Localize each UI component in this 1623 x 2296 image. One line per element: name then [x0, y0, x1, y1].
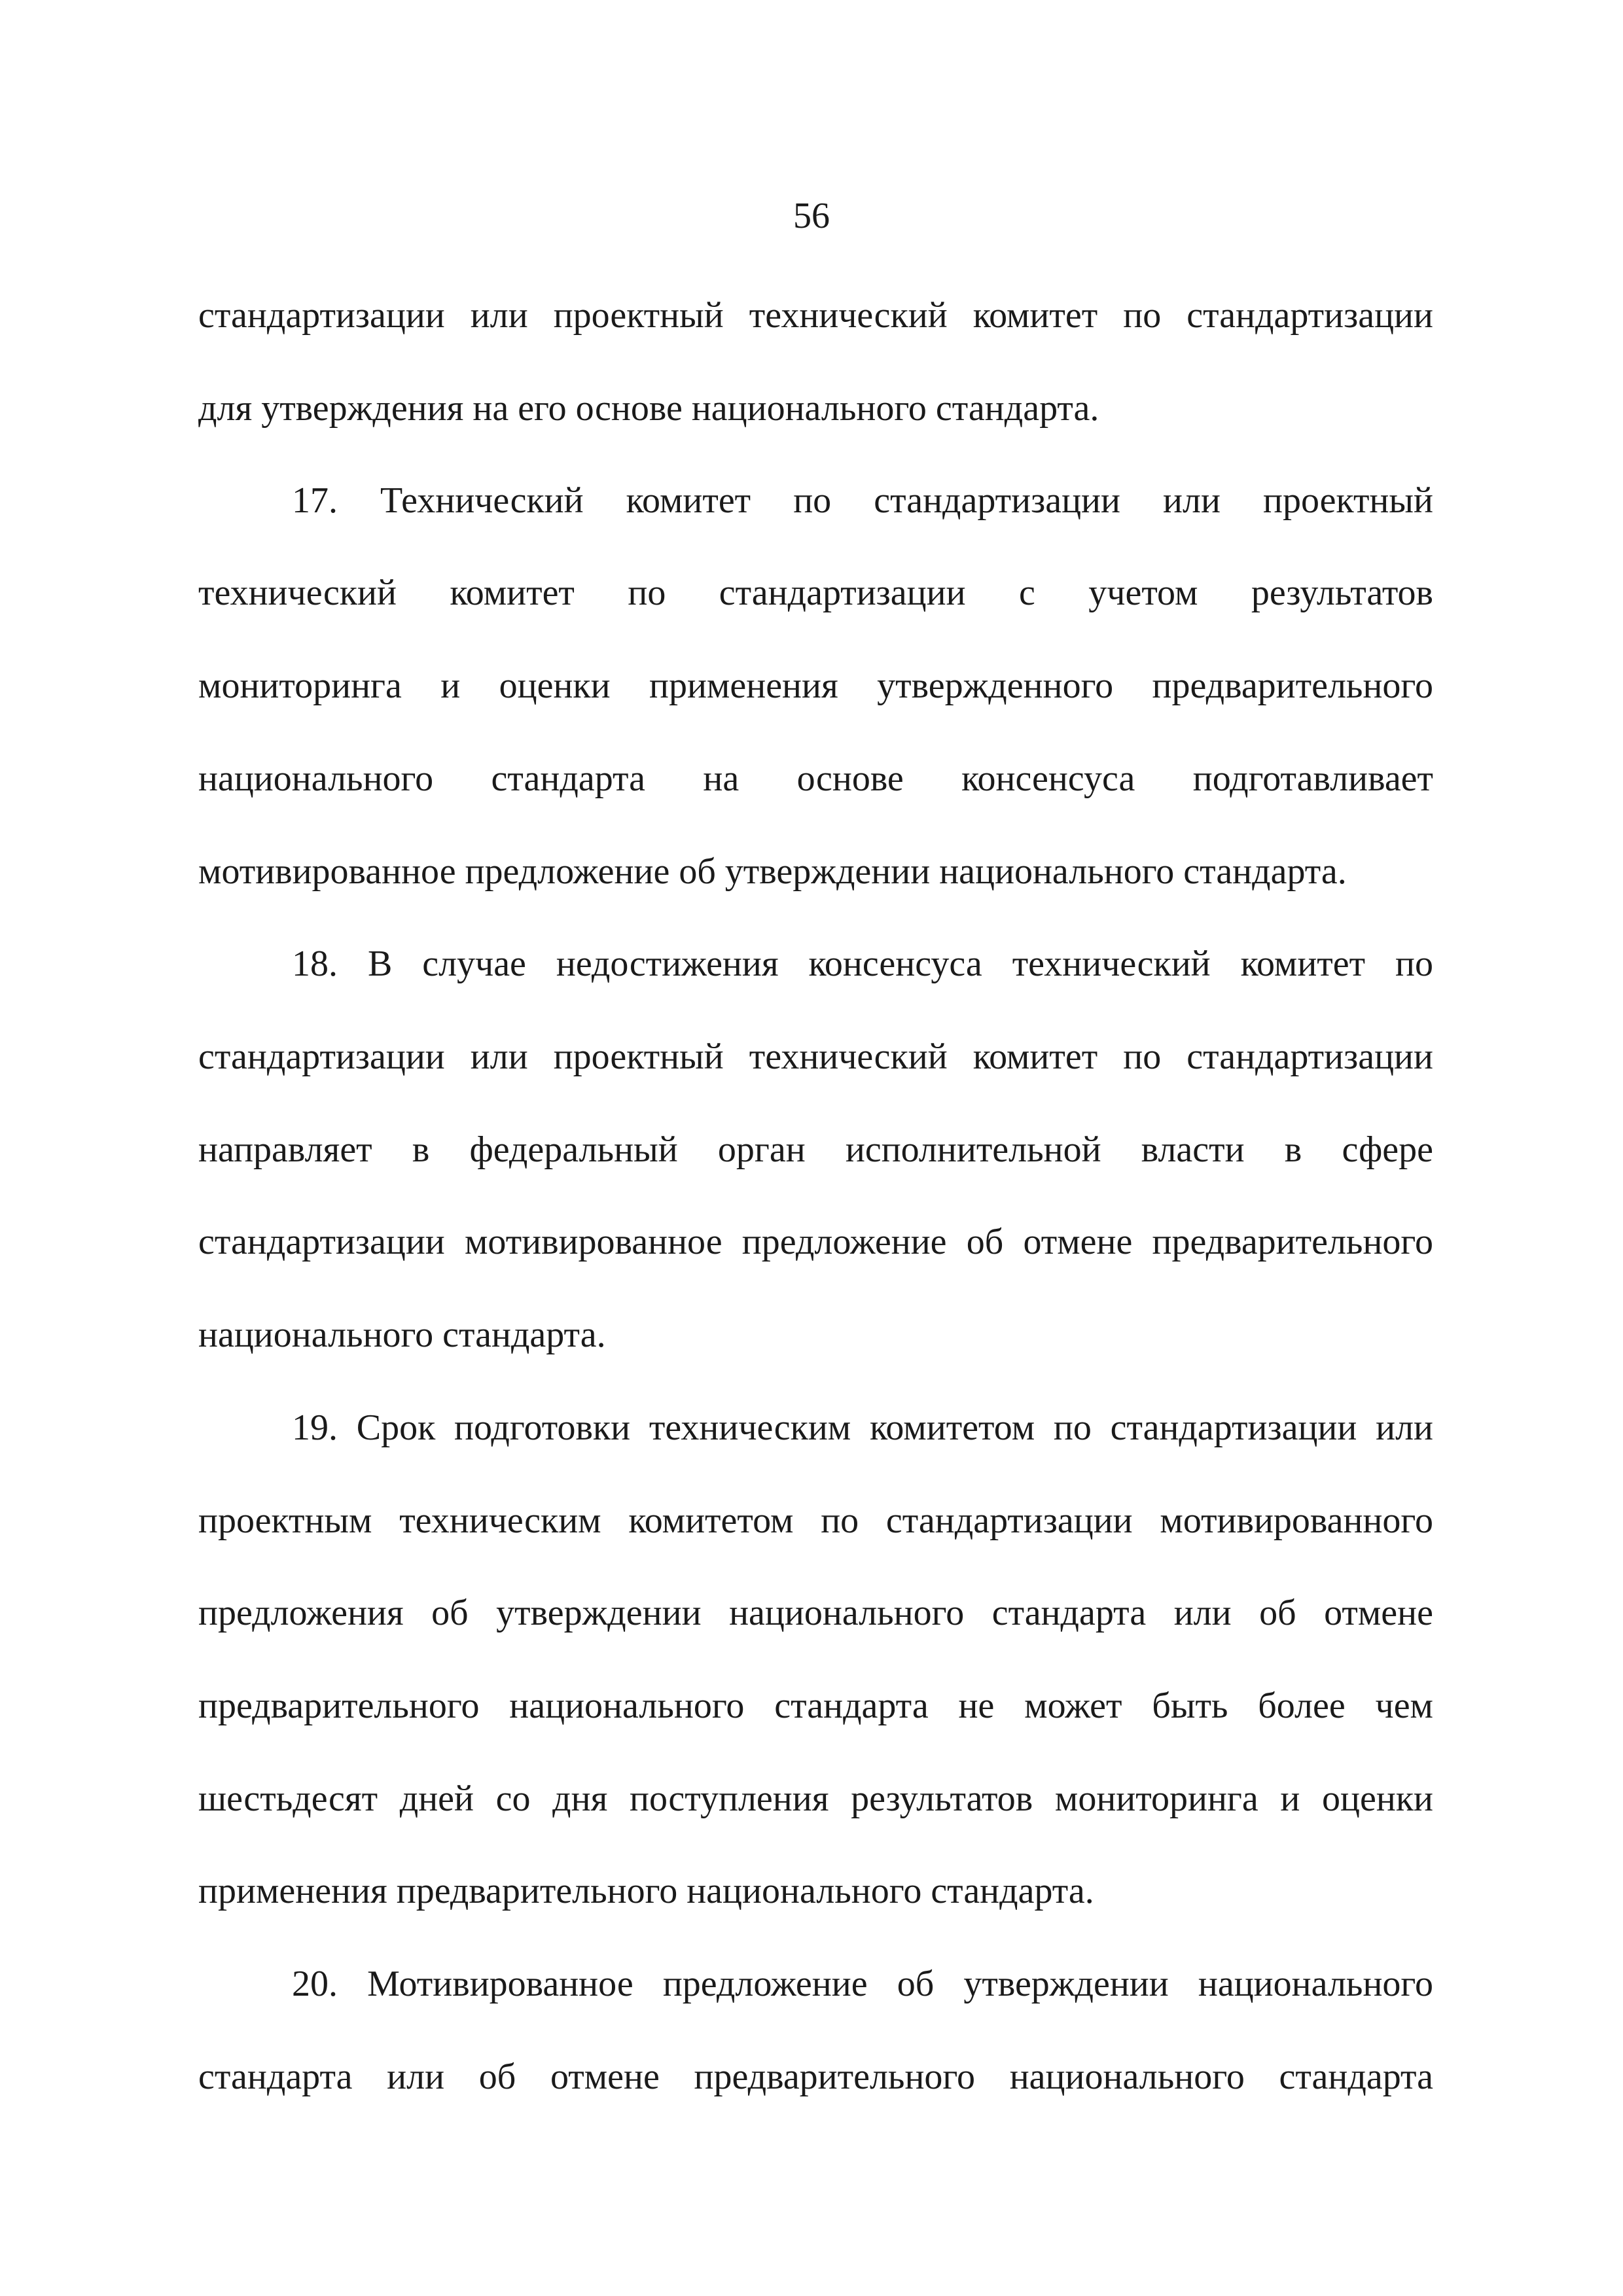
text-line: стандарта или об отмене предварительного национального стандарта	[198, 2057, 1433, 2097]
text-line: шестьдесят дней со дня поступления результатов мониторинга и оценки	[198, 1778, 1433, 1819]
paragraph-19-first-line: 19. Срок подготовки техническим комитетом по стандартизации или	[292, 1407, 1433, 1448]
text-line: предложения об утверждении национального стандарта или об отмене	[198, 1593, 1433, 1633]
paragraph-18-first-line: 18. В случае недостижения консенсуса технический комитет по	[292, 944, 1433, 984]
paragraph-17-first-line: 17. Технический комитет по стандартизации или проектный	[292, 480, 1433, 521]
text-line: проектным техническим комитетом по стандартизации мотивированного	[198, 1500, 1433, 1541]
text-line: применения предварительного национального стандарта.	[198, 1871, 1094, 1911]
text-line: национального стандарта на основе консенсуса подготавливает	[198, 758, 1433, 799]
text-line: национального стандарта.	[198, 1315, 606, 1355]
text-line: стандартизации мотивированное предложение об отмене предварительного	[198, 1222, 1433, 1262]
page-number: 56	[793, 196, 830, 236]
text-line: стандартизации или проектный технический комитет по стандартизации	[198, 295, 1433, 336]
text-line: стандартизации или проектный технический комитет по стандартизации	[198, 1036, 1433, 1077]
text-line: мониторинга и оценки применения утвержденного предварительного	[198, 665, 1433, 706]
text-line: мотивированное предложение об утверждении национального стандарта.	[198, 851, 1347, 892]
text-line: предварительного национального стандарта не может быть более чем	[198, 1686, 1433, 1726]
paragraph-20-first-line: 20. Мотивированное предложение об утверждении национального	[292, 1964, 1433, 2004]
text-line: направляет в федеральный орган исполнительной власти в сфере	[198, 1129, 1433, 1170]
text-line: технический комитет по стандартизации с учетом результатов	[198, 573, 1433, 613]
text-line: для утверждения на его основе национального стандарта.	[198, 388, 1099, 429]
